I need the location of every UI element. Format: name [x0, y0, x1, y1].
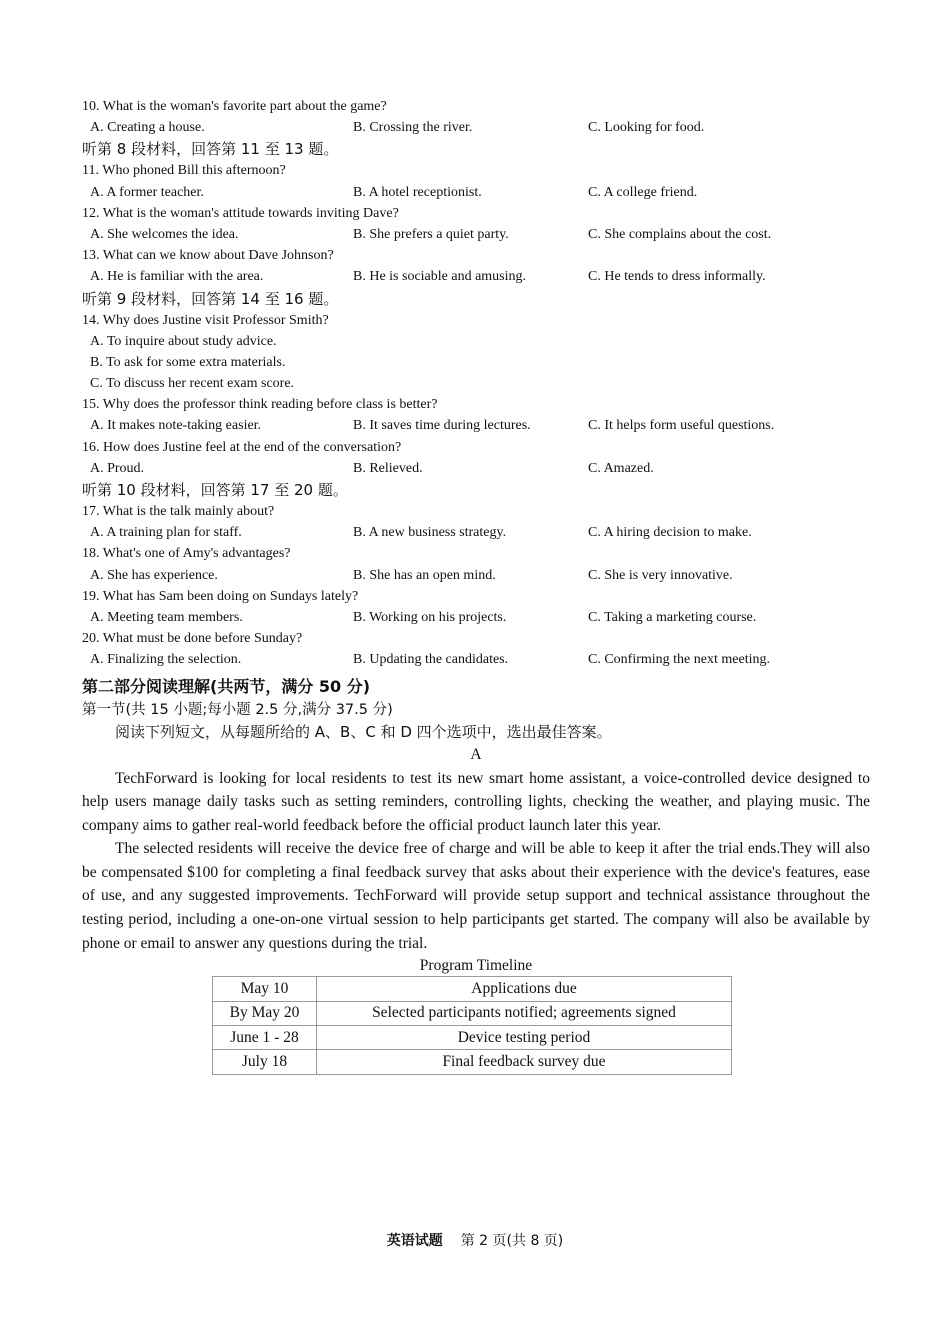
timeline-event: Applications due: [317, 977, 732, 1001]
option-c: C. He tends to dress informally.: [588, 269, 766, 285]
section-header: 听第 9 段材料，回答第 14 至 16 题。: [82, 289, 339, 308]
option-c: C. A hiring decision to make.: [588, 525, 752, 541]
passage-paragraph: TechForward is looking for local residents to test its new smart home assistant, a voice-controlled device designed to help users manage daily tasks such as setting reminders, controlling lights, checking the weather, and playing music. The company aims to gather real-world feedback before the official product launch later this year.: [82, 769, 870, 834]
option-b: B. To ask for some extra materials.: [90, 354, 286, 370]
option-a: A. Proud.: [90, 460, 145, 476]
option-a: A. Finalizing the selection.: [90, 652, 242, 668]
table-row: [213, 1050, 732, 1074]
timeline-table: [212, 976, 732, 1075]
option-a: A. To inquire about study advice.: [90, 333, 277, 349]
question-stem: 19. What has Sam been doing on Sundays lately?: [82, 588, 359, 604]
reading-section-title: 第二部分阅读理解(共两节，满分 50 分): [82, 676, 371, 696]
option-c: C. A college friend.: [588, 184, 698, 200]
option-a: A. A training plan for staff.: [90, 525, 242, 541]
options-row: [82, 415, 870, 436]
passage-paragraph: The selected residents will receive the device free of charge and will be able to keep it after the trial ends.They will also be compensated $100 for completing a final feedback survey that asks about their experience with the device's features, ease of use, and any suggested improvements. TechForward will provide setup support and technical assistance throughout the testing period, including a one-on-one virtual session to help participants get started. The company will also be available by phone or email to answer any questions during the trial.: [82, 840, 870, 952]
option-c: C. It helps form useful questions.: [588, 418, 775, 434]
options-row: [82, 224, 870, 245]
table-row: [213, 977, 732, 1001]
question-stem: 12. What is the woman's attitude towards inviting Dave?: [82, 205, 399, 221]
section-header: 听第 10 段材料，回答第 17 至 20 题。: [82, 481, 348, 499]
option-c: C. Taking a marketing course.: [588, 609, 757, 625]
footer-subject: 英语试题: [386, 1233, 443, 1249]
option-c: C. Confirming the next meeting.: [588, 652, 770, 668]
timeline-date: By May 20: [213, 1001, 317, 1025]
page-footer: [0, 1230, 950, 1250]
timeline-event: Selected participants notified; agreements signed: [317, 1001, 732, 1025]
option-c: C. She complains about the cost.: [588, 226, 772, 242]
option-a: A. It makes note-taking easier.: [90, 418, 262, 434]
timeline-date: July 18: [213, 1050, 317, 1074]
option-c: C. Looking for food.: [588, 120, 705, 136]
question-stem: 17. What is the talk mainly about?: [82, 504, 275, 519]
options-row: [82, 649, 870, 670]
options-row: [82, 182, 870, 203]
option-a: A. Creating a house.: [90, 120, 205, 136]
option-b: B. Updating the candidates.: [353, 652, 509, 668]
option-a: A. A former teacher.: [90, 184, 204, 200]
option-a: A. He is familiar with the area.: [90, 269, 264, 285]
timeline-event: Final feedback survey due: [317, 1050, 732, 1074]
question-stem: 16. How does Justine feel at the end of the conversation?: [82, 439, 402, 455]
question-group: [82, 96, 870, 138]
options-row: [82, 117, 870, 138]
question-stem: 11. Who phoned Bill this afternoon?: [82, 163, 286, 179]
timeline-date: May 10: [213, 977, 317, 1001]
question-stem: 20. What must be done before Sunday?: [82, 631, 303, 647]
option-a: A. Meeting team members.: [90, 609, 243, 625]
options-row: [82, 522, 870, 543]
options-row: [82, 607, 870, 628]
option-b: B. She has an open mind.: [353, 567, 496, 583]
question-group: [82, 501, 870, 671]
option-a: A. She welcomes the idea.: [90, 226, 239, 242]
option-a: A. She has experience.: [90, 567, 218, 583]
table-row: [213, 1026, 732, 1050]
question-group: [82, 160, 870, 287]
timeline-date: June 1 - 28: [213, 1026, 317, 1050]
option-b: B. Working on his projects.: [353, 609, 507, 625]
option-b: B. Relieved.: [353, 460, 423, 476]
footer-page-number: 第 2 页(共 8 页): [460, 1233, 564, 1249]
option-b: B. It saves time during lectures.: [353, 418, 531, 434]
table-row: [213, 1001, 732, 1025]
question-stem: 14. Why does Justine visit Professor Smith?: [82, 312, 329, 328]
table-caption: Program Timeline: [419, 957, 533, 975]
options-row: [82, 458, 870, 479]
option-b: B. A new business strategy.: [353, 525, 507, 541]
exam-page: [82, 96, 870, 1075]
question-stem: 13. What can we know about Dave Johnson?: [82, 248, 334, 264]
option-c: C. Amazed.: [588, 460, 654, 476]
question-stem: 15. Why does the professor think reading before class is better?: [82, 397, 438, 413]
reading-subsection-title: 第一节(共 15 小题;每小题 2.5 分,满分 37.5 分): [82, 701, 393, 718]
reading-instruction: 阅读下列短文，从每题所给的 A、B、C 和 D 四个选项中，选出最佳答案。: [115, 722, 612, 741]
question-group: [82, 310, 870, 480]
option-c: C. To discuss her recent exam score.: [90, 376, 295, 392]
passage-label: A: [470, 745, 482, 763]
option-c: C. She is very innovative.: [588, 567, 733, 583]
option-b: B. A hotel receptionist.: [353, 184, 482, 200]
option-b: B. She prefers a quiet party.: [353, 226, 509, 242]
options-row: [82, 565, 870, 586]
option-b: B. He is sociable and amusing.: [353, 269, 527, 285]
options-row: [82, 266, 870, 287]
question-stem: 18. What's one of Amy's advantages?: [82, 546, 291, 562]
section-header: 听第 8 段材料，回答第 11 至 13 题。: [82, 140, 339, 159]
timeline-event: Device testing period: [317, 1026, 732, 1050]
option-b: B. Crossing the river.: [353, 120, 473, 136]
question-stem: 10. What is the woman's favorite part about the game?: [82, 99, 387, 114]
